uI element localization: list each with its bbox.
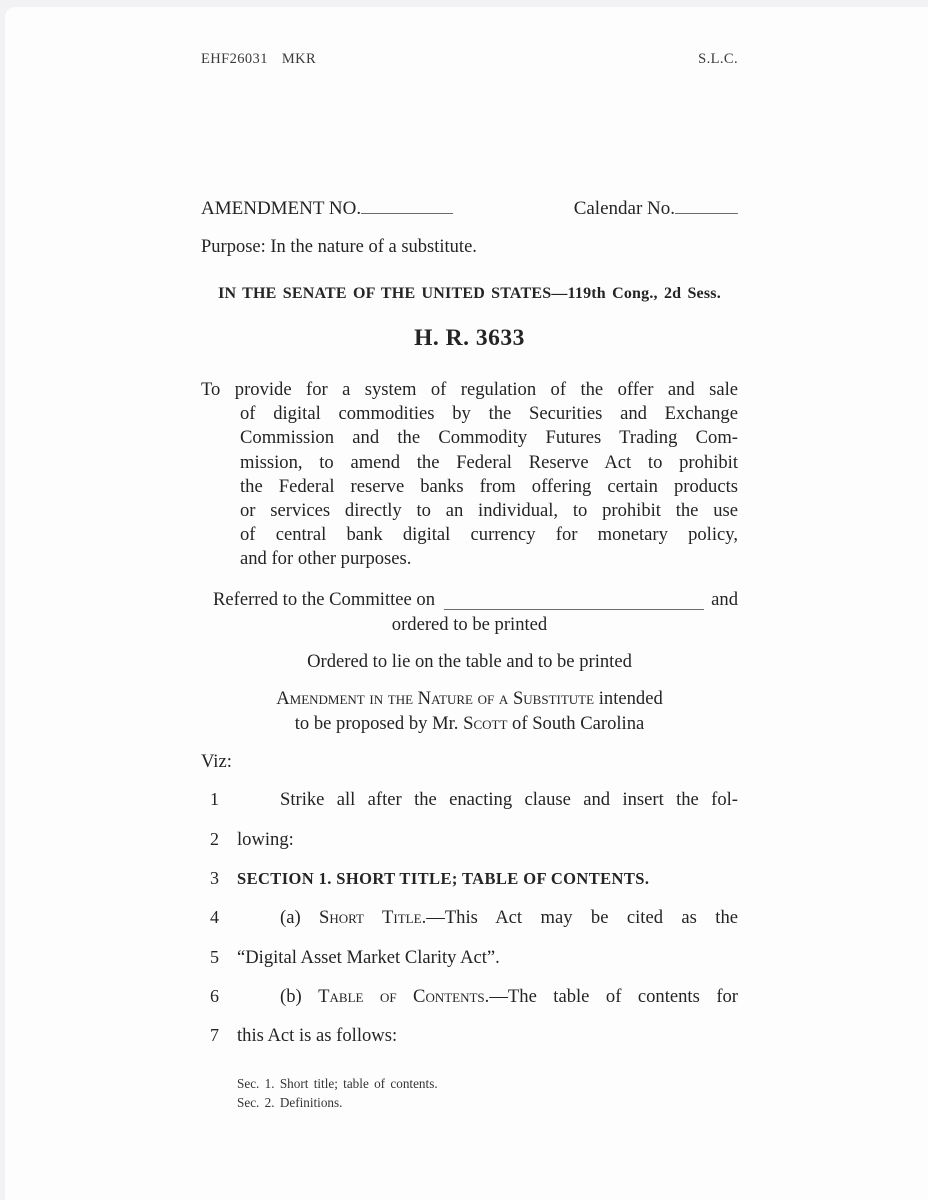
line-text-post: .—The table of contents for bbox=[484, 986, 738, 1008]
line-text: this Act is as follows: bbox=[237, 1025, 398, 1047]
line-number: 5 bbox=[210, 946, 219, 967]
senate-session-line: IN THE SENATE OF THE UNITED STATES—119th Cong., 2d Sess. bbox=[218, 285, 721, 302]
line-text-pre: (a) bbox=[280, 907, 320, 929]
body-line-6 bbox=[201, 986, 738, 1025]
line-number: 1 bbox=[210, 789, 219, 810]
toc-entry: Sec. 2. Definitions. bbox=[237, 1094, 343, 1110]
referred-post: and bbox=[711, 588, 738, 610]
bill-number: H. R. 3633 bbox=[414, 325, 525, 351]
referred-block bbox=[201, 587, 738, 638]
calendar-number-blank bbox=[675, 194, 738, 214]
substitute-heading bbox=[201, 687, 738, 736]
amendment-text-body bbox=[201, 789, 738, 1065]
amendment-number-row bbox=[201, 194, 738, 220]
purpose-line: Purpose: In the nature of a substitute. bbox=[201, 237, 477, 257]
body-line-3 bbox=[201, 868, 738, 907]
viz-label: Viz: bbox=[201, 751, 232, 773]
referred-pre: Referred to the Committee on bbox=[213, 588, 436, 610]
header-slc: S.L.C. bbox=[698, 51, 738, 67]
substitute-heading-rest: intended bbox=[594, 688, 663, 710]
body-line-2 bbox=[201, 829, 738, 868]
line-text bbox=[237, 907, 738, 929]
header-doc-code: EHF26031 bbox=[201, 51, 268, 67]
amendment-number-group bbox=[201, 194, 453, 220]
committee-name-blank bbox=[444, 590, 704, 610]
table-of-contents bbox=[237, 1074, 738, 1112]
body-line-7 bbox=[201, 1025, 738, 1064]
long-title-line: of central bank digital currency for monetary policy, bbox=[240, 524, 738, 546]
substitute-heading-smallcaps: Amendment in the Nature of a Substitute bbox=[276, 688, 595, 710]
line-text: “Digital Asset Market Clarity Act”. bbox=[237, 946, 500, 968]
body-line-5 bbox=[201, 947, 738, 986]
line-text-post: .—This Act may be cited as the bbox=[421, 907, 738, 929]
proposer-pre: to be proposed by Mr. bbox=[294, 712, 464, 734]
amendment-number-blank bbox=[361, 194, 453, 214]
long-title-line: mission, to amend the Federal Reserve Act to prohibit bbox=[240, 451, 738, 473]
substitute-heading-line2 bbox=[201, 712, 738, 737]
line-text: lowing: bbox=[237, 828, 294, 850]
long-title-line: of digital commodities by the Securities and Exchange bbox=[240, 403, 738, 425]
header-left bbox=[201, 51, 316, 68]
line-text bbox=[237, 986, 738, 1008]
proposer-post: of South Carolina bbox=[507, 712, 645, 734]
long-title-line: Commission and the Commodity Futures Trading Com- bbox=[240, 427, 738, 449]
line-number: 4 bbox=[210, 907, 219, 928]
body-line-1 bbox=[201, 789, 738, 828]
bill-long-title bbox=[201, 378, 738, 572]
header-initials: MKR bbox=[281, 51, 317, 67]
proposer-name: Scott bbox=[463, 712, 508, 734]
calendar-number-group bbox=[574, 194, 738, 220]
body-line-4 bbox=[201, 907, 738, 946]
long-title-line: To provide for a system of regulation of the offer and sale bbox=[201, 379, 738, 400]
ordered-to-lie-line: Ordered to lie on the table and to be printed bbox=[307, 651, 632, 673]
toc-entry: Sec. 1. Short title; table of contents. bbox=[237, 1075, 438, 1091]
line-number: 3 bbox=[210, 867, 219, 888]
line-text-smallcaps: Short Title bbox=[319, 907, 422, 929]
long-title-line: the Federal reserve banks from offering certain products bbox=[240, 475, 738, 497]
document-header bbox=[201, 51, 738, 68]
long-title-line: and for other purposes. bbox=[240, 548, 412, 570]
line-text-smallcaps: Table of Contents bbox=[318, 986, 485, 1008]
amendment-number-label: AMENDMENT NO. bbox=[201, 198, 362, 219]
line-text: Strike all after the enacting clause and insert the fol- bbox=[280, 789, 738, 811]
line-text-pre: (b) bbox=[280, 986, 319, 1008]
referred-line2: ordered to be printed bbox=[391, 614, 548, 636]
section-heading: SECTION 1. SHORT TITLE; TABLE OF CONTENTS. bbox=[237, 868, 650, 888]
line-number: 2 bbox=[210, 828, 219, 849]
line-number: 7 bbox=[210, 1025, 219, 1046]
referred-line1 bbox=[213, 587, 738, 612]
document-page bbox=[5, 7, 928, 1200]
long-title-line: or services directly to an individual, to prohibit the use bbox=[240, 500, 738, 522]
substitute-heading-line1 bbox=[201, 687, 738, 712]
line-number: 6 bbox=[210, 986, 219, 1007]
calendar-number-label: Calendar No. bbox=[573, 198, 675, 219]
